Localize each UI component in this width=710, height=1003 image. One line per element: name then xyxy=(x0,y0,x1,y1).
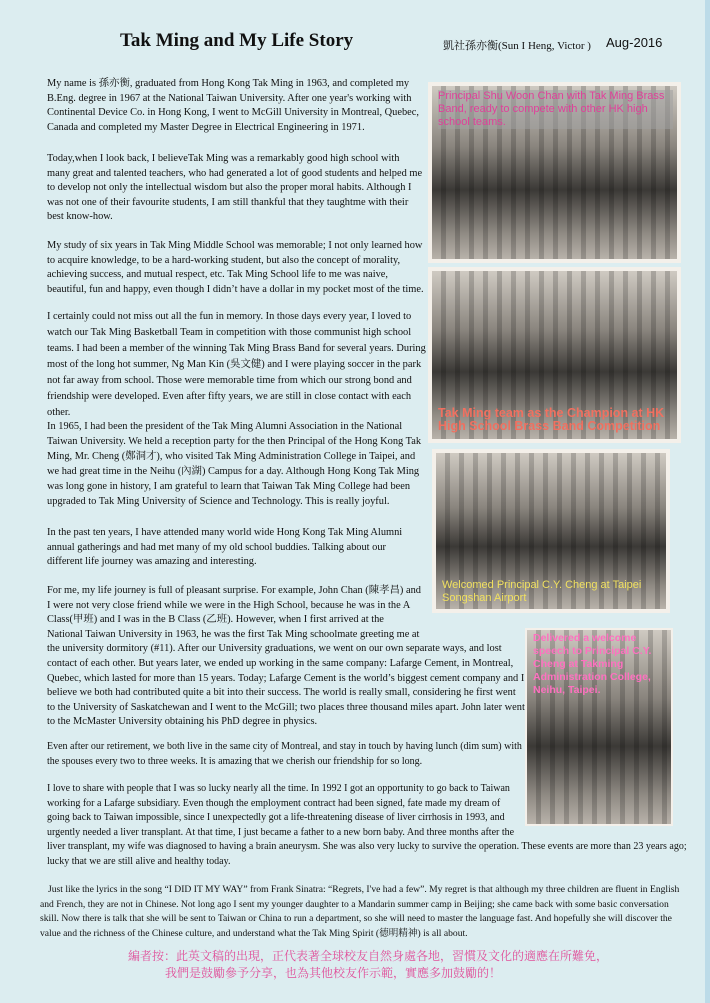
photo-brass-band xyxy=(428,82,681,263)
photo-champion-team xyxy=(428,267,681,443)
photo-caption: Welcomed Principal C.Y. Cheng at Taipei Songshan Airport xyxy=(442,579,642,604)
editor-note-line-2: 我們是鼓勵參予分享，也為其他校友作示範，實應多加鼓勵的！ xyxy=(165,966,502,980)
photo-image xyxy=(432,271,677,439)
paragraph-8: Even after our retirement, we both live in the same city of Montreal, and stay in touch by having lunch (dim sum) with the spouses every two to three weeks. It is amazing that we cherish our friendship for so long. xyxy=(47,741,522,767)
paragraph-10: Just like the lyrics in the song “I DID IT MY WAY” from Frank Sinatra: “Regrets, I've had a few”. My regret is that although my three children are fluent in English and French, they are not in Chinese. Not long ago I sent my younger daughter to a Mandarin summer camp in Beijing; she came back with some basic conversation skill. Now there is talk that she will be sent to Taiwan or China to run a department, so she will need to master the language fast. And hopefully she will discover the value and the richness of the Chinese culture, and understand what the Tak Ming Spirit (德明精神) is all about. xyxy=(40,884,680,939)
photo-caption: Tak Ming team as the Champion at HK High School Brass Band Competition xyxy=(438,406,665,433)
date: Aug-2016 xyxy=(606,35,663,50)
page-title: Tak Ming and My Life Story xyxy=(120,30,354,51)
photo-speech xyxy=(525,628,673,826)
photo-airport xyxy=(432,449,670,613)
photo-caption: Delivered a welcome speech to Principal C.Y. Cheng at Takming Administration College, Neihu, Taipei. xyxy=(533,632,652,696)
paragraph-7: For me, my life journey is full of pleasant surprise. For example, John Chan (陳孝昌) and I were not very close friend while we were in the High School, because he was in the A Class(甲班) and I was in the B Class (乙班). However, when I first arrived at the National Taiwan University in 1963, he was the first Tak Ming schoolmate greeting me at the university dormitory (#11). After our University graduations, we went on our own separate ways, and lost contact of each other. But years later, we ended up working in the same company: Lafarge Cement, in Montreal, Quebec, which lasted for more than 15 years. Today; Lafarge Cement is the world’s biggest cement company and I believe we both had contributed quite a bit into their success. The world is really small, considering he first went to the University of Saskatchewan and I went to the McGill; two places three thousand miles apart. John later went to the McMaster University obtaining his PhD degree in physics. xyxy=(47,585,525,728)
paragraph-1: My name is 孫亦衡, graduated from Hong Kong Tak Ming in 1963, and completed my B.Eng. degree in 1967 at the National Taiwan University. After one year's working with Continental Device Co. in Hong Kong, I went to McGill University in Montreal, Quebec, Canada and completed my Master Degree in Electrical Engineering in 1971. xyxy=(47,78,419,133)
paragraph-2: Today,when I look back, I believeTak Ming was a remarkably good high school with many great and talented teachers, who had generated a lot of good students and helped me to develop not only the intellectual wisdom but also the proper moral habits. Although I was not one of their favourite students, I am still thankful that they taughtme with their best know-how. xyxy=(47,153,423,223)
paragraph-3: My study of six years in Tak Ming Middle School was memorable; I not only learned how to acquire knowledge, to be a hard-working student, but also the concept of morality, achieving success, and mutual respect, etc. Tak Ming School life to me was naive, beautiful, fun and happy, even though I didn’t have a dollar in my pocket most of the time. xyxy=(47,240,424,295)
page-edge xyxy=(705,0,710,1003)
photo-image xyxy=(436,453,666,609)
photo-image xyxy=(432,86,677,259)
paragraph-9: I love to share with people that I was so lucky nearly all the time. In 1992 I got an opportunity to go back to Taiwan working for a Lafarge subsidiary. Even though the employment contract had been signed, fate made my dream of going back to Taiwan impossible, since I unexpectedly got a life-threatening disease of liver cirrhosis in 1993, and urgently needed a liver transplant. At that time, I just became a father to a new born baby. And three months after the liver transplant, my wife was diagnosed to having a brain aneurysm. She was also very lucky to survive the operation. These events are more than 23 years ago; lucky that we are still alive and healthy today. xyxy=(47,783,687,867)
paragraph-5: In 1965, I had been the president of the Tak Ming Alumni Association in the National Taiwan University. We held a reception party for the then Principal of the Hong Kong Tak Ming, Mr. Cheng (鄭洞才), who visited Tak Ming Administration College in Taipei, and we had great time in the Neihu (內湖) Campus for a day. Although Hong Kong Tak Ming was long gone in history, I am grateful to learn that Taiwan Tak Ming College had been upgraded to Tak Ming University of Science and Technology. This is really joyful. xyxy=(47,421,422,507)
photo-image xyxy=(527,630,671,824)
editor-note-line-1: 編者按：此英文稿的出現，正代表著全球校友自然身處各地，習慣及文化的適應在所難免， xyxy=(128,949,609,963)
paragraph-4: I certainly could not miss out all the fun in memory. In those days every year, I loved to watch our Tak Ming Basketball Team in competition with those communist high school teams. I had been a member of the winning Tak Ming Brass Band for several years. During most of the long hot summer, Ng Man Kin (吳文健) and I were playing soccer in the park not far away from school. Those were memorable time from which our strong bond and friendship were developed. Even after fifty years, we are still in close contact with each other. xyxy=(47,311,426,418)
photo-caption: Principal Shu Woon Chan with Tak Ming Brass Band, ready to compete with other HK high school teams. xyxy=(438,90,673,129)
paragraph-6: In the past ten years, I have attended many world wide Hong Kong Tak Ming Alumni annual gatherings and had met many of my old school buddies. Talking about our different life journey was amazing and interesting. xyxy=(47,527,403,568)
author: 凱社孫亦衡(Sun I Heng, Victor ) xyxy=(443,40,591,52)
